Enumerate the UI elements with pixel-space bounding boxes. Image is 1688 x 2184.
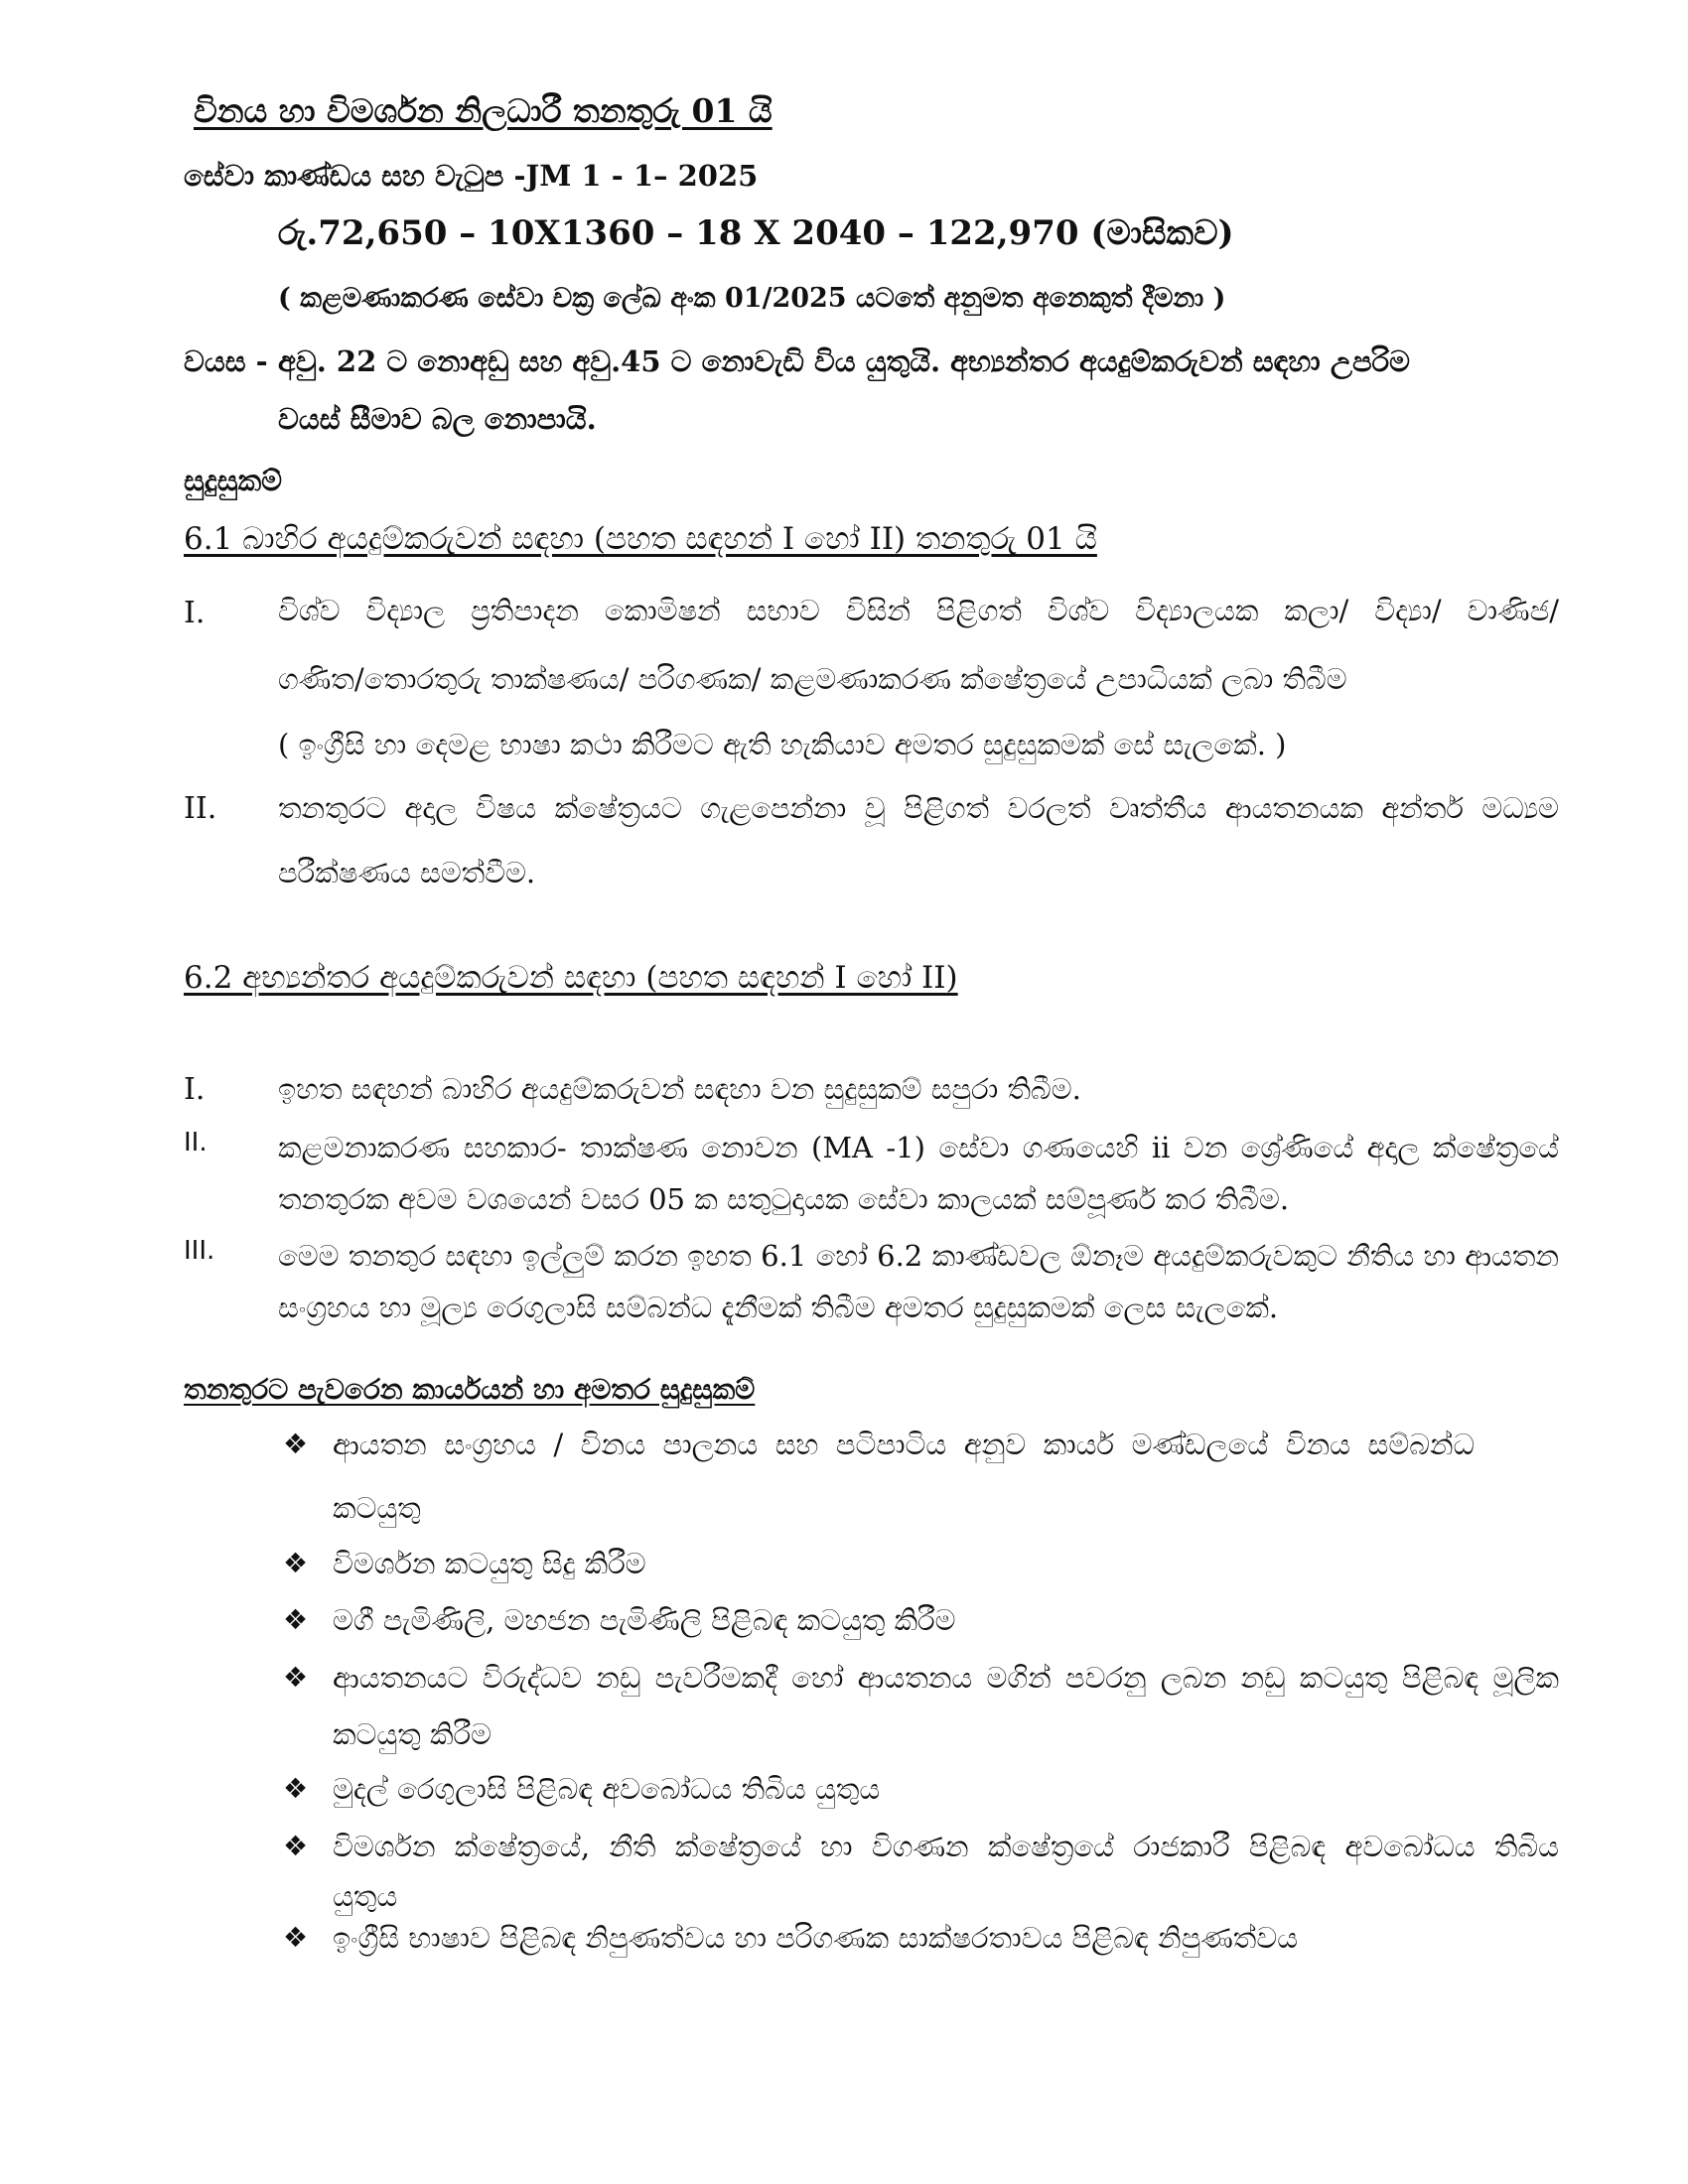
- item-number: I.: [184, 596, 206, 630]
- section-6-1-heading: 6.1 බාහිර අයදුම්කරුවන් සඳහා (පහත සඳහන් I හෝ II) තනතුරු 01 යි: [184, 521, 1097, 557]
- item-number: II.: [184, 791, 217, 826]
- section-6-1-item-1-note: ( ඉංග්‍රීසි හා දෙමළ භාෂා කථා කිරීමට ඇති හැකියාව අමතර සුදුසුකමක් සේ සැලකේ. ): [278, 728, 1287, 761]
- section-6-2-item-1: ඉහත සඳහන් බාහිර අයදුම්කරුවන් සඳහා වන සුදුසුකම් සපුරා තිබීම.: [278, 1072, 1081, 1106]
- item-number: III.: [184, 1236, 215, 1266]
- qualifications-label: සුදුසුකම්: [184, 464, 282, 497]
- duty-item-1-line-2: කටයුතු: [333, 1491, 421, 1525]
- section-6-2-item-2: කළමනාකරණ සහකාර- තාක්ෂණ නොවන (MA -1) සේවා ගණයෙහි ii වන ශ්‍රේණියේ අදාල ක්ෂේත්‍රයේ තනතුරක අවම වශයෙන් වසර 05 ක සතුටුදායක සේවා කාලයක් සම්පූර්ණ කර තිබීම.: [278, 1131, 1559, 1216]
- duties-heading: තනතුරට පැවරෙන කාර්යයන් හා අමතර සුදුසුකම්: [184, 1373, 756, 1406]
- page-title: විනය හා විමර්ශන නිලධාරී තනතුරු 01 යි: [194, 91, 773, 130]
- diamond-bullet-icon: ❖: [283, 1428, 309, 1460]
- section-6-2-item-3: මෙම තනතුර සඳහා ඉල්ලුම් කරන ඉහත 6.1 හෝ 6.2 කාණ්ඩවල ඕනෑම අයදුම්කරුවකුට නීතිය හා ආයතන සංග්‍රහය හා මූල්‍ය රෙගුලාසි සම්බන්ධ දැනීමක් තිබීම අමතර සුදුසුකමක් ලෙස සැලකේ.: [278, 1239, 1559, 1324]
- duty-item-4-line-2: කටයුතු කිරීම: [333, 1717, 492, 1751]
- diamond-bullet-icon: ❖: [283, 1661, 309, 1694]
- age-requirement-line-2: වයස් සීමාව බල නොපායි.: [278, 402, 597, 436]
- duty-item-3: මගී පැමිණිලි, මහජන පැමිණිලි පිළිබඳ කටයුතු කිරීම: [333, 1603, 956, 1637]
- duty-item-6-line-2: යුතුය: [333, 1879, 398, 1913]
- section-6-1-item-1-line-2: ගණිත/තොරතුරු තාක්ෂණය/ පරිගණක/ කළමණාකරණ ක්ෂේත්‍රයේ උපාධියක් ලබා තිබීම: [278, 662, 1347, 696]
- duty-item-1-line-1: ආයතන සංග්‍රහය / විනය පාලනය සහ පටිපාටිය අනුව කාර්ය මණ්ඩලයේ විනය සම්බන්ධ: [333, 1428, 1475, 1461]
- age-label: වයස -: [184, 344, 268, 378]
- salary-scale-line: රු.72,650 – 10X1360 – 18 X 2040 – 122,970 (මාසිකව): [278, 213, 1234, 253]
- allowance-note: ( කළමණාකරණ සේවා චක්‍ර ලේඛ අංක 01/2025 යටතේ අනුමත අනෙකුත් දීමනා ): [278, 283, 1226, 314]
- duty-item-7: ඉංග්‍රීසි භාෂාව පිළිබඳ නිපුණත්වය හා පරිගණක සාක්ෂරතාවය පිළිබඳ නිපුණත්වය: [333, 1921, 1299, 1955]
- section-6-1-item-1-line-1: විශ්ව විද්‍යාල ප්‍රතිපාදන කොමිෂන් සභාව විසින් පිළිගත් විශ්ව විද්‍යාලයක කලා/ විද්‍යා/ වාණිජ/: [278, 594, 1559, 627]
- section-6-1-item-2-line-1: තනතුරට අදාල විෂය ක්ෂේත්‍රයට ගැළපෙන්නා වූ පිළිගත් වරලත් වෘත්තීය ආයතනයක අන්තර් මධ්‍යම: [278, 791, 1559, 825]
- diamond-bullet-icon: ❖: [283, 1830, 309, 1862]
- section-6-2-heading: 6.2 අභ්‍යන්තර අයදුම්කරුවන් සඳහා (පහත සඳහන් I හෝ II): [184, 960, 958, 996]
- item-number: I.: [184, 1072, 206, 1107]
- age-requirement-line-1: අවු. 22 ට නොඅඩු සහ අවු.45 ට නොවැඩි විය යුතුයි. අභ්‍යන්තර අයදුම්කරුවන් සඳහා උපරිම: [278, 344, 1410, 378]
- duty-item-5: මුදල් රෙගුලාසි පිළිබඳ අවබෝධය තිබිය යුතුය: [333, 1772, 881, 1806]
- duty-item-6-line-1: විමර්ශන ක්ෂේත්‍රයේ, නීති ක්ෂේත්‍රයේ හා විගණන ක්ෂේත්‍රයේ රාජකාරී පිළිබඳ අවබෝධය තිබිය: [333, 1830, 1559, 1863]
- service-category-line: සේවා කාණ්ඩය සහ වැටුප -JM 1 - 1– 2025: [184, 159, 759, 193]
- diamond-bullet-icon: ❖: [283, 1547, 309, 1579]
- section-6-1-item-2-line-2: පරීක්ෂණය සමත්වීම.: [278, 856, 536, 889]
- diamond-bullet-icon: ❖: [283, 1921, 309, 1954]
- diamond-bullet-icon: ❖: [283, 1603, 309, 1636]
- diamond-bullet-icon: ❖: [283, 1772, 309, 1805]
- item-number: II.: [184, 1128, 208, 1158]
- duty-item-4-line-1: ආයතනයට විරුද්ධව නඩු පැවරීමකදී හෝ ආයතනය මගින් පවරනු ලබන නඩු කටයුතු පිළිබඳ මූලික: [333, 1661, 1559, 1695]
- duty-item-2: විමර්ශන කටයුතු සිදු කිරීම: [333, 1547, 646, 1580]
